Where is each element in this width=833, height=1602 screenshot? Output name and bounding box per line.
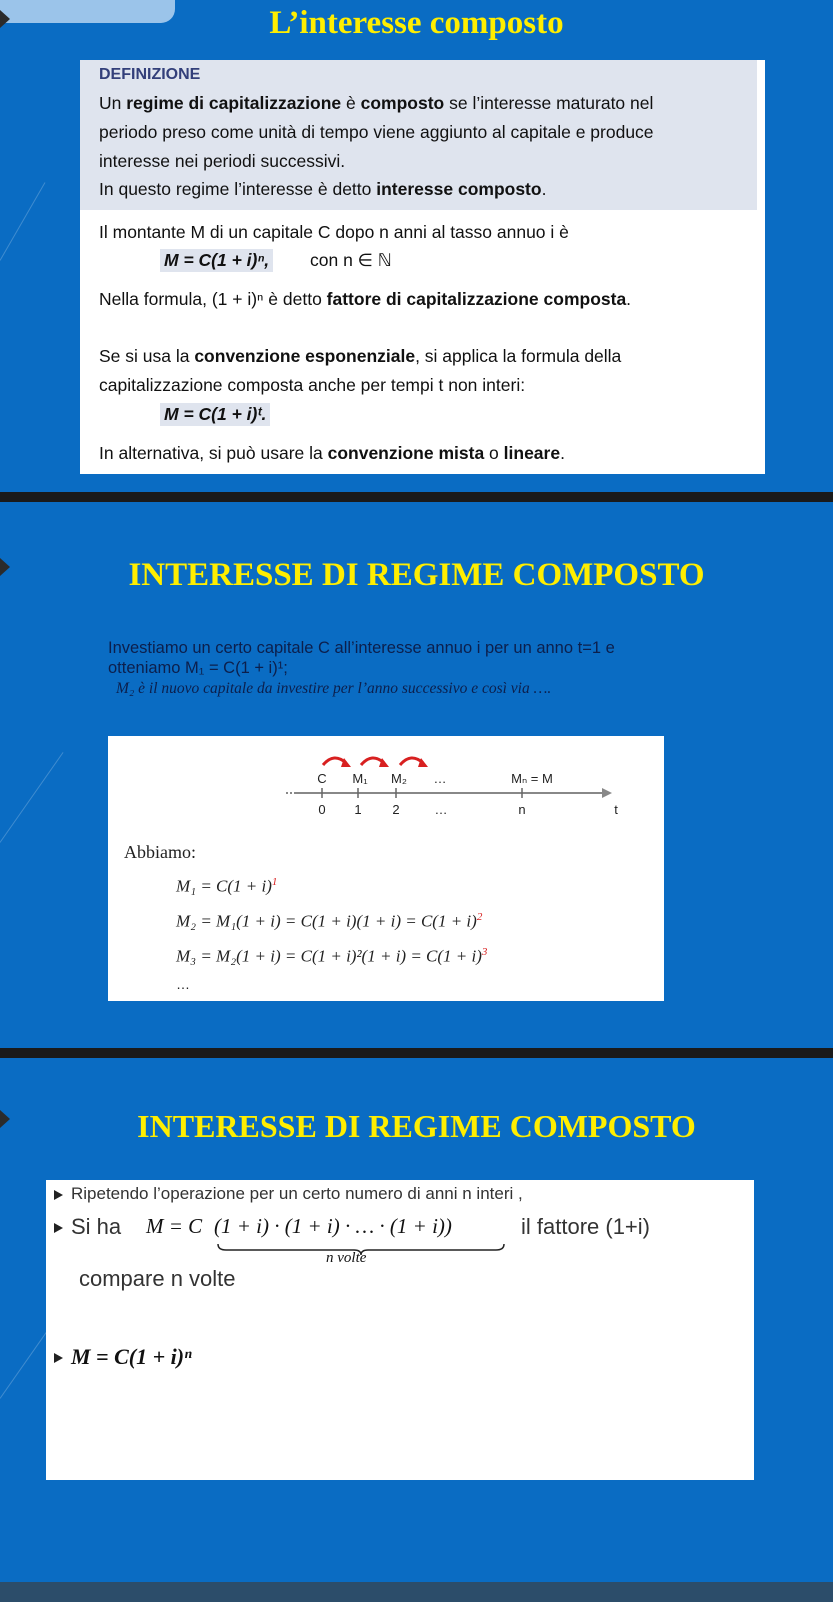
slide-3 (0, 1058, 833, 1602)
axis-arrow-icon (602, 788, 612, 798)
alternativa-line: In alternativa, si può usare la convenzione mista o lineare. (99, 443, 565, 463)
bottom-strip (0, 1582, 833, 1602)
slide-3-title: INTERESSE DI REGIME COMPOSTO (137, 1108, 696, 1144)
intro-line-2: otteniamo M₁ = C(1 + i)¹; (108, 659, 288, 677)
bullet-icon (54, 1353, 63, 1363)
timeline-diagram (108, 736, 664, 831)
compare-line: compare n volte (79, 1266, 236, 1291)
result-line: M = C(1 + i)ⁿ (54, 1344, 192, 1370)
timeline-label-m1: M₁ (352, 771, 368, 786)
slide-2-title: INTERESSE DI REGIME COMPOSTO (128, 557, 705, 593)
product-formula-prefix: M = C (146, 1214, 203, 1238)
repeat-line: Ripetendo l’operazione per un certo numero di anni n interi , (54, 1184, 523, 1204)
timeline-tick-label-1: 1 (354, 802, 362, 817)
timeline-tick-label-t: t (614, 802, 618, 817)
timeline-tick-label-0: 0 (318, 802, 326, 817)
timeline-tick-label-2: 2 (392, 802, 400, 817)
intro-line-1: Investiamo un certo capitale C all’interesse annuo i per un anno t=1 e (108, 639, 615, 657)
timeline-label-m2: M₂ (391, 771, 407, 786)
definition-line-3: interesse nei periodi successivi. (99, 151, 346, 171)
formula-esponenziale: M = C(1 + i)ᵗ. (160, 403, 270, 426)
decorative-line (0, 752, 64, 843)
equation-dots: … (176, 976, 190, 992)
montante-line: Il montante M di un capitale C dopo n anni al tasso annuo i è (99, 222, 569, 242)
equation-1: $M_1 = C(1 + i)^1$ (176, 876, 278, 896)
abbiamo-label: Abbiamo: (124, 842, 196, 862)
definition-line-1: Un regime di capitalizzazione è composto se l’interesse maturato nel (99, 93, 654, 113)
definition-label: DEFINIZIONE (99, 66, 201, 83)
definition-area (80, 60, 757, 210)
n-volte-label: n volte (326, 1250, 367, 1266)
formula-box (46, 1180, 754, 1480)
timeline-label-mn: Mₙ = M (511, 771, 553, 786)
si-ha-line: Si ha (54, 1214, 121, 1240)
product-formula: (1 + i) · (1 + i) · … · (1 + i)) (214, 1214, 452, 1238)
fattore-line: Nella formula, (1 + i)ⁿ è detto fattore di capitalizzazione composta. (99, 289, 632, 309)
slide-1 (0, 0, 833, 492)
timeline-tick-label-dots: … (434, 802, 448, 817)
timeline-tick-label-n: n (518, 802, 526, 817)
formula-condition: con n ∈ ℕ (310, 250, 392, 270)
convenzione-line-2: capitalizzazione composta anche per tempi t non interi: (99, 375, 526, 395)
bullet-icon (54, 1190, 63, 1200)
bullet-icon (54, 1223, 63, 1233)
slide-2 (0, 502, 833, 1048)
equation-3: $M_3 = M_2(1 + i) = C(1 + i)^2(1 + i) = C(1 + i)^3$ (176, 946, 488, 966)
convenzione-line-1: Se si usa la convenzione esponenziale, si applica la formula della (99, 346, 622, 366)
slide-1-title: L’interesse composto (269, 5, 564, 41)
definition-line-2: periodo preso come unità di tempo viene aggiunto al capitale e produce (99, 122, 654, 142)
intro-line-3: M₂ è il nuovo capitale da investire per l’anno successivo e così via …. (116, 680, 552, 697)
timeline-box (108, 736, 664, 1001)
intro-text (108, 638, 748, 678)
timeline-label-dots: … (433, 771, 447, 786)
decorative-line (0, 182, 45, 260)
fattore-label: il fattore (1+i) (521, 1214, 650, 1239)
definition-box (80, 60, 765, 474)
timeline-label-c: C (317, 771, 327, 786)
equation-2: $M_2 = M_1(1 + i) = C(1 + i)(1 + i) = C(1 + i)^2$ (176, 911, 483, 931)
definition-line-4: In questo regime l’interesse è detto interesse composto. (99, 179, 547, 199)
formula-montante: M = C(1 + i)ⁿ, (160, 249, 273, 272)
